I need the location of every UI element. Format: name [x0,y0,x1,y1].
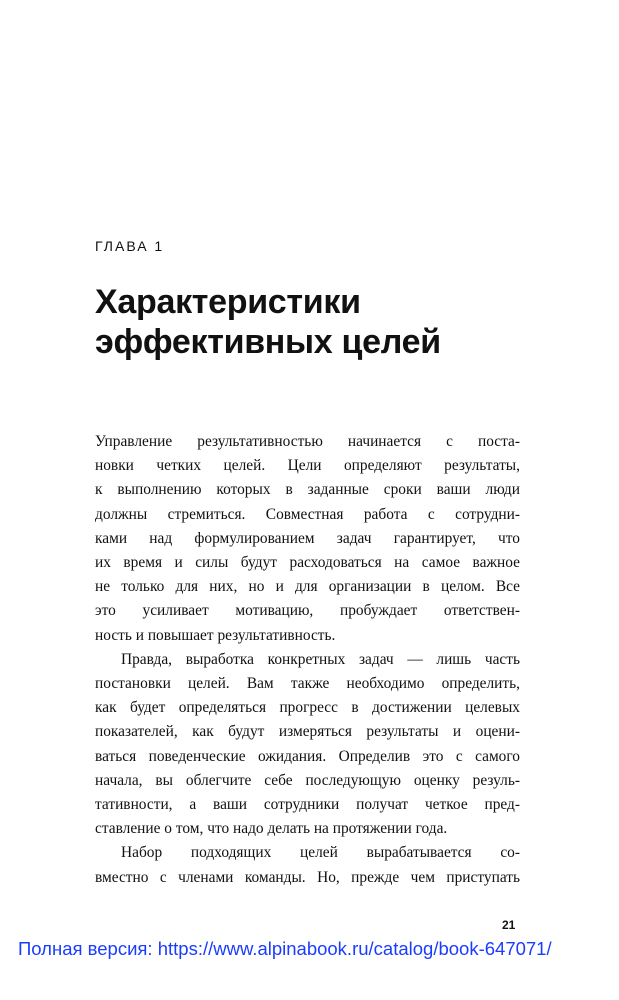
text-line: ваться поведенческие ожидания. Определив это с самого [95,747,520,765]
text-line: ками над формулированием задач гарантирует, что [95,529,520,547]
text-line: как будет определяться прогресс в достижении целевых [95,699,520,717]
paragraph [95,430,520,648]
text-line: не только для них, но и для организации в целом. Все [95,578,520,596]
text-line: Управление результативностью начинается с поста- [95,433,520,450]
text-line: тативности, а ваши сотрудники получат четкое пред- [95,796,520,814]
text-line: к выполнению которых в заданные сроки ваши люди [95,481,520,499]
body-text [95,430,520,890]
text-line: новки четких целей. Цели определяют результаты, [95,457,520,475]
text-line: начала, вы облегчите себе последующую оценку резуль- [95,771,520,789]
text-line: постановки целей. Вам также необходимо определить, [95,675,520,693]
text-line: показателей, как будут измеряться результаты и оцени- [95,723,520,741]
paragraph [95,648,520,842]
text-line: Набор подходящих целей вырабатывается со- [121,844,520,862]
text-line: ставление о том, что надо делать на протяжении года. [95,820,448,838]
text-line: это усиливает мотивацию, пробуждает ответствен- [95,602,520,620]
text-line: ность и повышает результативность. [95,626,336,644]
text-line: Правда, выработка конкретных задач — лишь часть [121,650,520,668]
chapter-title-line: Характеристики [95,283,361,321]
text-line: вместно с членами команды. Но, прежде чем приступать [95,868,520,886]
chapter-label: ГЛАВА 1 [95,238,165,254]
paragraph [95,841,520,889]
text-line: должны стремиться. Совместная работа с сотрудни- [95,505,520,523]
chapter-title-line: эффективных целей [95,323,441,361]
full-version-link[interactable]: Полная версия: https://www.alpinabook.ru/catalog/book-647071/ [18,938,552,959]
page-number: 21 [502,918,516,932]
chapter-title [95,282,535,362]
text-line: их время и силы будут расходоваться на самое важное [95,554,520,572]
